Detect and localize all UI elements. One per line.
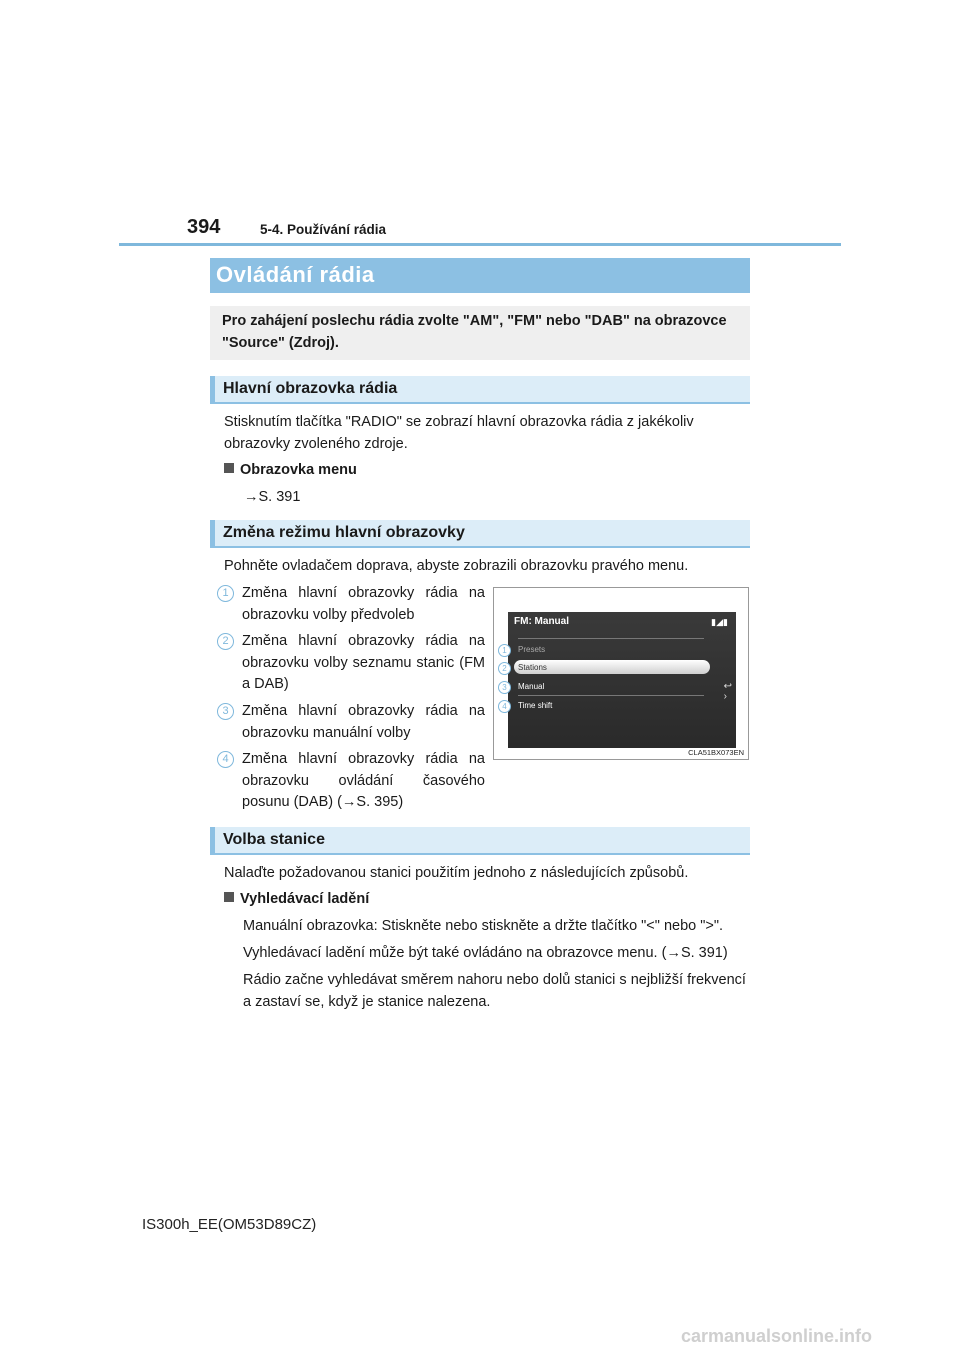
display-divider	[518, 695, 704, 696]
display-divider	[518, 638, 704, 639]
list-item: Změna hlavní obrazovky rádia na obrazovku ovládání časového posunu (DAB) (→S. 395)	[242, 751, 485, 810]
seek-heading-text: Vyhledávací ladění	[240, 891, 370, 907]
display-title: FM: Manual	[514, 616, 569, 627]
heading-station-select	[210, 827, 750, 855]
intro-box	[210, 306, 750, 360]
number-2-icon: 2	[217, 633, 234, 650]
page-number: 394	[187, 216, 221, 238]
chevron-right-icon: ›	[723, 691, 727, 702]
callout-4-icon: 4	[498, 700, 511, 713]
list-item: Změna hlavní obrazovky rádia na obrazovku manuální volby	[242, 703, 485, 741]
back-arrow-icon: ↩	[723, 681, 732, 692]
callout-1-icon: 1	[498, 644, 511, 657]
heading-station-select-text: Volba stanice	[223, 831, 325, 848]
heading-mode-change-text: Změna režimu hlavní obrazovky	[223, 524, 465, 541]
menu-time-shift: Time shift	[518, 701, 553, 710]
main-title: Ovládání rádia	[216, 262, 375, 287]
menu-manual: Manual	[518, 682, 545, 691]
callout-3-icon: 3	[498, 681, 511, 694]
number-1-icon: 1	[217, 585, 234, 602]
list-item: Změna hlavní obrazovky rádia na obrazovku volby předvoleb	[242, 585, 485, 623]
heading-main-screen	[210, 376, 750, 404]
station-text: Nalaďte požadovanou stanici použitím jednoho z následujících způsobů.	[224, 865, 689, 881]
list-item: Změna hlavní obrazovky rádia na obrazovku volby seznamu stanic (FM a DAB)	[242, 633, 485, 692]
radio-screen-illustration	[493, 587, 749, 760]
mode-change-text: Pohněte ovladačem doprava, abyste zobrazili obrazovku pravého menu.	[224, 558, 689, 574]
menu-presets: Presets	[518, 645, 546, 654]
menu-stations: Stations	[518, 663, 547, 672]
number-4-icon: 4	[217, 751, 234, 768]
menu-screen-ref: →S. 391	[244, 489, 301, 505]
watermark: carmanualsonline.info	[681, 1326, 873, 1346]
display-nav	[724, 682, 732, 702]
radio-display	[508, 612, 736, 748]
bullet-square-icon	[224, 463, 234, 473]
image-code: CLA51BX073EN	[688, 748, 744, 757]
number-3-icon: 3	[217, 703, 234, 720]
document-code: IS300h_EE(OM53D89CZ)	[142, 1216, 317, 1233]
menu-screen-heading	[224, 459, 357, 481]
main-screen-text: Stisknutím tlačítka "RADIO" se zobrazí hlavní obrazovka rádia z jakékoliv obrazovky zvoleného zdroje.	[224, 414, 694, 452]
menu-screen-heading-text: Obrazovka menu	[240, 462, 357, 478]
bullet-square-icon	[224, 892, 234, 902]
callout-2-icon: 2	[498, 662, 511, 675]
seek-line-3: Rádio začne vyhledávat směrem nahoru nebo dolů stanici s nejbližší frekvencí a zastaví se, když je stanice nalezena.	[243, 972, 746, 1010]
intro-text: Pro zahájení poslechu rádia zvolte "AM", "FM" nebo "DAB" na obrazovce "Source" (Zdroj).	[222, 313, 727, 351]
seek-line-1: Manuální obrazovka: Stiskněte nebo stiskněte a držte tlačítko "<" nebo ">".	[243, 918, 724, 934]
heading-mode-change	[210, 520, 750, 548]
main-title-bar	[210, 258, 750, 293]
section-label: 5-4. Používání rádia	[260, 222, 387, 237]
heading-main-screen-text: Hlavní obrazovka rádia	[223, 380, 398, 397]
status-icons: ▮◢▮	[711, 617, 728, 627]
seek-heading	[224, 888, 369, 910]
seek-line-2: Vyhledávací ladění může být také ovládáno na obrazovce menu. (→S. 391)	[243, 945, 728, 961]
header-rule	[119, 243, 841, 246]
